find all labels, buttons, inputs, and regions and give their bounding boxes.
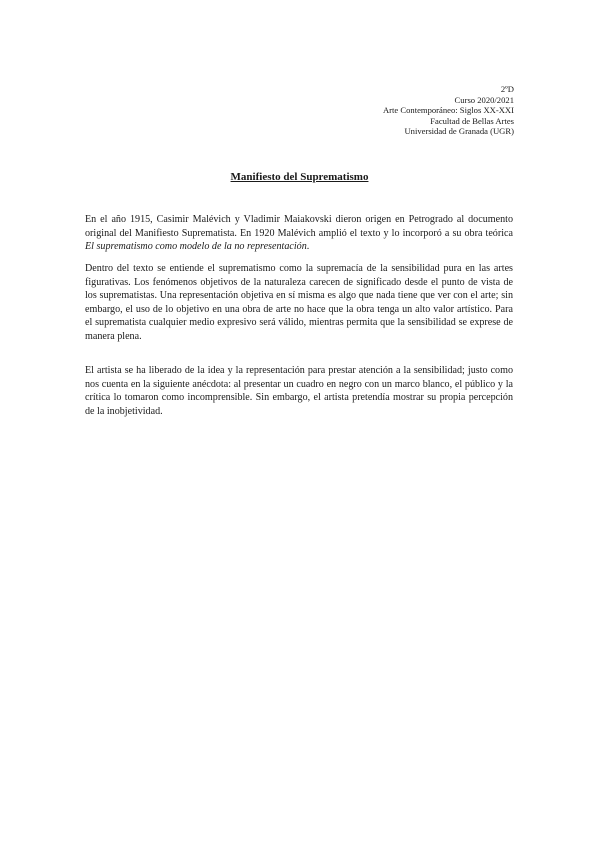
paragraph-1 (85, 213, 513, 254)
paragraph-1-text: En el año 1915, Casimir Malévich y Vladimir Maiakovski dieron origen en Petrogrado al documento original del Manifiesto Suprematista. En 1920 Malévich amplió el texto y lo incorporó a su obra teórica (85, 214, 513, 239)
paragraph-1-end: . (306, 241, 310, 253)
header-subject: Arte Contemporáneo: Siglos XX-XXI (382, 105, 514, 116)
paragraph-2-text: Dentro del texto se entiende el suprematismo como la supremacía de la sensibilidad pura en las artes figurativas. Los fenómenos objetivos de la naturaleza carecen de significado desde el punto de vista de los suprematistas. Una representación objetiva en sí misma es algo que nada tiene que ver con el arte; sin embargo, el uso de lo objetivo en una obra de arte no hace que la obra tenga un alto valor artístico. Para el suprematista cualquier medio expresivo será válido, mientras permita que la sensibilidad se exprese de manera plena. (85, 263, 513, 342)
header-group: 2ºD (500, 84, 514, 94)
paragraph-3-text: El artista se ha liberado de la idea y la representación para prestar atención a la sensibilidad; justo como nos cuenta en la siguiente anécdota: al presentar un cuadro en negro con un marco blanco, el público y la crítica lo tomaron como incomprensible. Sin embargo, el artista pretendía mostrar su propia percepción de la inobjetividad. (85, 365, 513, 417)
document-header (383, 84, 514, 137)
paragraph-1-italic-title: El suprematismo como modelo de la no representación (85, 241, 307, 253)
header-university: Universidad de Granada (UGR) (404, 126, 514, 137)
page-title: Manifiesto del Suprematismo (230, 171, 369, 183)
header-faculty: Facultad de Bellas Artes (430, 115, 514, 126)
header-course: Curso 2020/2021 (454, 94, 514, 105)
paragraph-2 (85, 262, 513, 344)
paragraph-3 (85, 364, 513, 418)
